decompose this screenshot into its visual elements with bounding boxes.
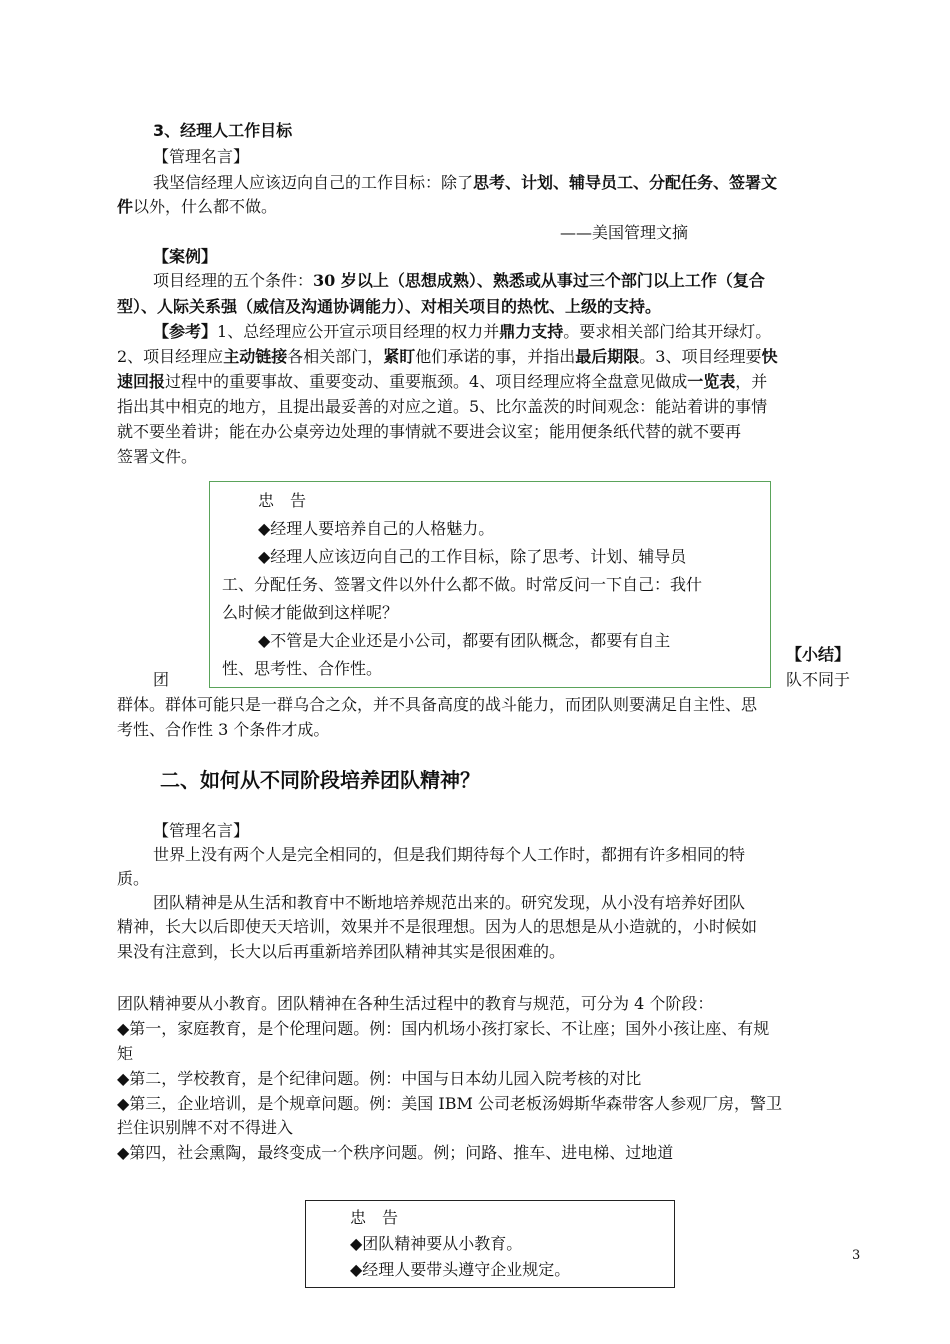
stage-intro: 团队精神要从小教育。团队精神在各种生活过程中的教育与规范，可分为 4 个阶段：	[117, 994, 714, 1013]
stage-item: ◆第三，企业培训，是个规章问题。例：美国 IBM 公司老板汤姆斯华森带客人参观厂房，警卫	[117, 1094, 782, 1113]
quote-text: 以外，什么都不做。	[133, 197, 278, 216]
ref-text: 。要求相关部门给其开绿灯。	[563, 322, 772, 341]
advice-title: 忠 告	[258, 491, 307, 510]
ref-bold: 一览表	[687, 372, 736, 391]
summary-line-3: 考性、合作性 3 个条件才成。	[117, 720, 330, 739]
advice-item: ◆不管是大企业还是小公司，都要有团队概念，都要有自主	[258, 631, 671, 650]
paragraph-line: 果没有注意到，长大以后再重新培养团队精神其实是很困难的。	[117, 942, 566, 961]
summary-line-1: 队不同于	[786, 670, 851, 689]
ref-line-2	[117, 346, 777, 368]
stage-item: ◆第四，社会熏陶，最终变成一个秩序问题。例；问路、推车、进电梯、过地道	[117, 1143, 674, 1162]
ref-bold: 主动链接	[223, 347, 288, 366]
case-label: 【案例】	[153, 247, 218, 266]
quote-line-1: 世界上没有两个人是完全相同的，但是我们期待每个人工作时，都拥有许多相同的特	[153, 845, 746, 864]
ref-text: 过程中的重要事故、重要变动、重要瓶颈。4、项目经理应将全盘意见做成	[165, 372, 688, 391]
quote-line-1	[153, 172, 777, 194]
ref-text: 他们承诺的事，并指出	[415, 347, 576, 366]
ref-line-5: 就不要坐着讲；能在办公桌旁边处理的事情就不要进会议室；能用便条纸代替的就不要再	[117, 422, 742, 441]
ref-text: ，并	[735, 372, 768, 391]
paragraph-line: 精神，长大以后即使天天培训，效果并不是很理想。因为人的思想是从小造就的，小时候如	[117, 917, 758, 936]
quote-line-2	[117, 196, 277, 218]
ref-line-3	[117, 371, 767, 393]
case-bold: 30 岁以上（思想成熟）、熟悉或从事过三个部门以上工作（复合	[313, 271, 765, 290]
section-title: 3、经理人工作目标	[153, 121, 293, 140]
quote-text: 我坚信经理人应该迈向自己的工作目标：除了	[153, 173, 474, 192]
ref-bold: 快	[761, 347, 778, 366]
advice-item: 性、思考性、合作性。	[222, 659, 383, 678]
paragraph-line: 团队精神是从生活和教育中不断地培养规范出来的。研究发现，从小没有培养好团队	[153, 893, 746, 912]
ref-label: 【参考】	[153, 322, 218, 341]
ref-bold: 鼎力支持	[499, 322, 564, 341]
ref-bold: 紧盯	[383, 347, 416, 366]
summary-line-2: 群体。群体可能只是一群乌合之众，并不具备高度的战斗能力，而团队则要满足自主性、思	[117, 695, 758, 714]
advice-title: 忠 告	[350, 1208, 399, 1227]
advice-item: ◆经理人应该迈向自己的工作目标，除了思考、计划、辅导员	[258, 547, 687, 566]
quote-bold: 件	[117, 197, 134, 216]
advice-item: ◆经理人要培养自己的人格魅力。	[258, 519, 495, 538]
quote-bold: 思考、计划、辅导员工、分配任务、签署文	[473, 173, 778, 192]
ref-line-6: 签署文件。	[117, 447, 198, 466]
ref-line-4: 指出其中相克的地方，且提出最妥善的对应之道。5、比尔盖茨的时间观念：能站着讲的事情	[117, 397, 768, 416]
case-text: 项目经理的五个条件：	[153, 271, 314, 290]
advice-box-2	[305, 1200, 675, 1288]
advice-item: ◆团队精神要从小教育。	[350, 1234, 523, 1253]
quote-source: ——美国管理文摘	[560, 223, 689, 242]
summary-first-char: 团	[153, 670, 170, 689]
advice-item: ◆经理人要带头遵守企业规定。	[350, 1260, 571, 1279]
ref-text: 1、总经理应公开宣示项目经理的权力并	[217, 322, 500, 341]
summary-label: 【小结】	[786, 645, 851, 664]
stage-item-cont: 矩	[117, 1044, 134, 1063]
section-heading: 二、如何从不同阶段培养团队精神？	[160, 768, 480, 792]
ref-bold: 最后期限	[575, 347, 640, 366]
case-line-1	[153, 270, 765, 292]
case-line-2: 型）、人际关系强（威信及沟通协调能力）、对相关项目的热忱、上级的支持。	[117, 297, 662, 316]
advice-item: 工、分配任务、签署文件以外什么都不做。时常反问一下自己：我什	[222, 575, 703, 594]
advice-box	[209, 481, 771, 688]
quote-line-2: 质。	[117, 869, 150, 888]
quote-label: 【管理名言】	[153, 147, 250, 166]
stage-item-cont: 拦住识别牌不对不得进入	[117, 1118, 294, 1137]
quote-label: 【管理名言】	[153, 821, 250, 840]
ref-text: 。3、项目经理要	[639, 347, 762, 366]
ref-line-1	[153, 321, 771, 343]
advice-item: 么时候才能做到这样呢？	[222, 603, 399, 622]
ref-bold: 速回报	[117, 372, 166, 391]
stage-item: ◆第二，学校教育，是个纪律问题。例：中国与日本幼儿园入院考核的对比	[117, 1069, 642, 1088]
ref-text: 各相关部门，	[287, 347, 384, 366]
stage-item: ◆第一，家庭教育，是个伦理问题。例：国内机场小孩打家长、不让座；国外小孩让座、有规	[117, 1019, 770, 1038]
page-number: 3	[852, 1248, 861, 1263]
ref-text: 2、项目经理应	[117, 347, 224, 366]
